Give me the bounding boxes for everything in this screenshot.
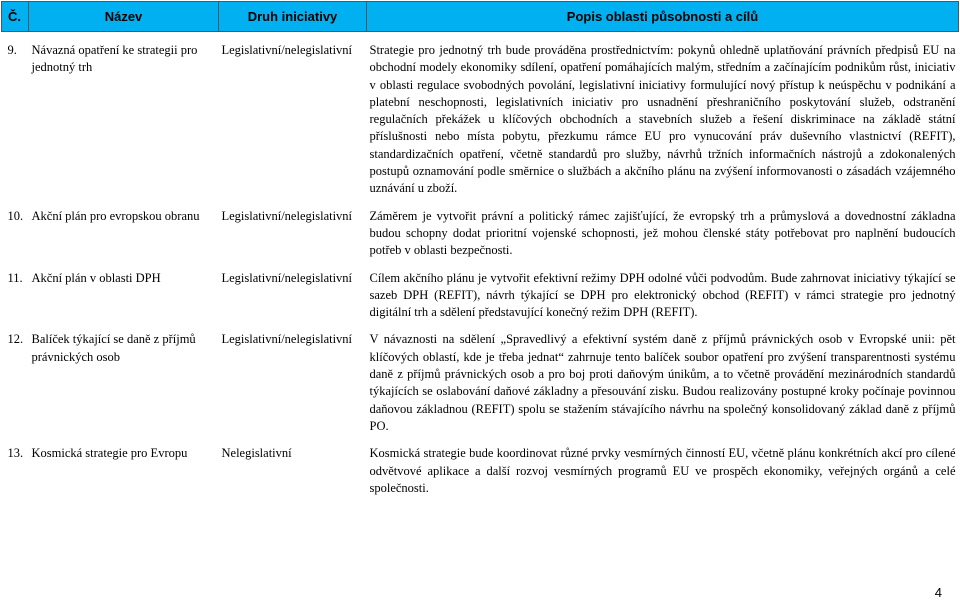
row-type: Nelegislativní: [221, 446, 292, 461]
initiatives-table: [1, 1, 959, 497]
row-type: Legislativní/nelegislativní: [221, 270, 353, 285]
row-type: Legislativní/nelegislativní: [221, 208, 353, 223]
table-row: [2, 445, 959, 497]
row-number: 10.: [7, 208, 24, 223]
row-description: Cílem akčního plánu je vytvořit efektivní režimy DPH odolné vůči podvodům. Bude zahrnovat iniciativy týkající se sazeb DPH (REFIT), návrh týkající se DPH pro elektronický obchod (REFIT) v rámci strategie pro jednotný digitální trh a sdělení představující konečný režim DPH (REFIT).: [369, 270, 956, 320]
row-type: Legislativní/nelegislativní: [221, 332, 353, 347]
row-name: Akční plán pro evropskou obranu: [31, 208, 200, 223]
row-type: Legislativní/nelegislativní: [221, 43, 353, 57]
header-number: Č.: [2, 2, 29, 32]
row-description: V návaznosti na sdělení „Spravedlivý a efektivní systém daně z příjmů právnických osob v Evropské unii: pět klíčových oblastí, kde je třeba jednat“ zahrnuje tento balíček soubor opatření pro zvýšení transparentnosti systému daně z příjmů právnických osob a pro boj proti daňovým únikům, a to včetně provádění mezinárodních standardů týkajících se oslabování daňové základny a přesouvání zisku. Budou realizovány postupné kroky počínaje povinnou daňovou základnou (REFIT) spolu se stažením stávajícího návrhu na společný konsolidovaný základ daně z příjmů PO.: [369, 332, 956, 433]
header-name: Název: [29, 2, 219, 32]
header-type: Druh iniciativy: [219, 2, 367, 32]
header-description: Popis oblasti působnosti a cílů: [367, 2, 959, 32]
row-description: Záměrem je vytvořit právní a politický rámec zajišťující, že evropský trh a průmyslová a dovednostní základna budou schopny dodat prioritní vojenské schopnosti, jež mohou členské státy potřebovat pro naplnění budoucích potřeb v oblasti bezpečnosti.: [369, 208, 956, 258]
table-row: [2, 270, 959, 322]
row-number: 12.: [7, 332, 24, 347]
page-number: 4: [934, 585, 942, 600]
table-row: [2, 208, 959, 260]
row-number: 9.: [7, 43, 17, 57]
row-number: 13.: [7, 446, 24, 461]
table-row: [2, 331, 959, 435]
row-name: Balíček týkající se daně z příjmů právnických osob: [31, 332, 196, 364]
row-name: Návazná opatření ke strategii pro jednotný trh: [31, 43, 198, 75]
table-row: [2, 42, 959, 198]
table-header: [2, 2, 959, 32]
row-description: Kosmická strategie bude koordinovat různé prvky vesmírných činností EU, včetně plánu konkrétních akcí pro cílené odvětvové aplikace a další rozvoj vesmírných programů EU ve prospěch ekonomiky, veřejných orgánů a celé společnosti.: [369, 446, 956, 495]
row-number: 11.: [7, 270, 23, 285]
row-name: Akční plán v oblasti DPH: [31, 270, 161, 285]
row-description: Strategie pro jednotný trh bude prováděna prostřednictvím: pokynů ohledně uplatňování právních předpisů EU na obchodní modely ekonomiky sdílení, opatření pomáhajících malým, středním a začínajícím podnikům růst, iniciativ v oblasti regulace svobodných povolání, legislativní iniciativy formulující nový přístup k neúspěchu v podnikání a platební neschopnosti, legislativních iniciativ pro usnadnění přeshraničního poskytování služeb, odstranění regulačních překážek u klíčových obchodních a stavebních služeb a řešení diskriminace na základě státní příslušnosti nebo místa pobytu, přezkumu rámce EU pro vynucování práv duševního vlastnictví (REFIT), standardizačních opatření, včetně standardů pro služby, návrhů tržních informačních nástrojů a zdokonalených postupů oznamování podle směrnice o službách a akčního plánu na zvýšení informovanosti o zásadách vzájemného uznávání u zboží.: [369, 43, 956, 196]
row-name: Kosmická strategie pro Evropu: [31, 446, 188, 461]
